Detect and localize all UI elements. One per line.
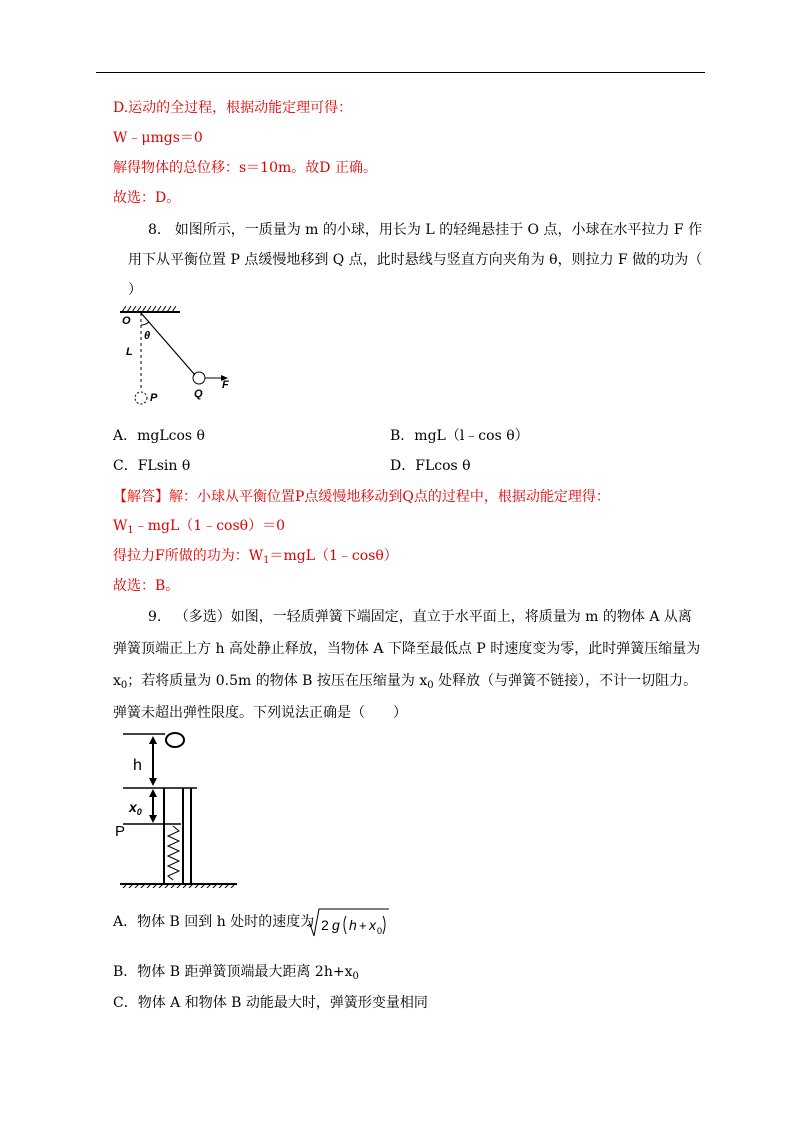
q9-text-line-3: [113, 671, 697, 696]
q8-option-a: A．mgLcos θ: [113, 428, 205, 444]
q9-option-b: [113, 962, 359, 987]
q8-answer-line-3: [113, 546, 398, 571]
paren-right: [383, 916, 385, 934]
q8-number: 8.: [148, 222, 162, 238]
q8-answer-line-1: [113, 487, 610, 507]
spring-figure: [105, 728, 240, 888]
q9-3-sub: 0: [120, 680, 128, 691]
h-arrow-up: [149, 736, 157, 744]
angle-arc: [141, 322, 149, 325]
q9-number: 9.: [148, 609, 162, 625]
q9-option-b-text: B．物体 B 距弹簧顶端最大距离 2h+x: [113, 964, 353, 980]
q8-answer-3-sub: 1: [263, 555, 270, 566]
paren-left: [344, 916, 346, 934]
q9-option-b-sub: 0: [352, 971, 359, 982]
q8-answer-2-sub: 1: [127, 525, 134, 536]
prev-answer-line-4: 故选：D。: [113, 190, 181, 206]
header-rule: [96, 72, 705, 73]
q8-answer-line-2: [113, 516, 285, 541]
h-arrow-down: [149, 778, 157, 786]
object-a: [166, 733, 184, 747]
spring-coil: [168, 826, 179, 880]
prev-answer-line-1: D.运动的全过程，根据动能定理可得：: [113, 100, 353, 116]
prev-answer-line-2: W﹣μmgs＝0: [113, 130, 203, 146]
label-L: L: [126, 346, 133, 358]
q8-option-c: C．FLsin θ: [113, 458, 191, 474]
formula-h: h: [349, 917, 357, 933]
label-P: P: [115, 823, 126, 840]
q8-text-line-2: 用下从平衡位置 P 点缓慢地移到 Q 点，此时悬线与竖直方向夹角为 θ，则拉力 F 做的功为（: [128, 252, 703, 268]
formula-sub: 0: [377, 926, 383, 936]
label-P: P: [150, 392, 158, 404]
label-x0-sub: 0: [136, 807, 142, 817]
q9-option-a-formula: [305, 906, 391, 940]
q8-text-line-3: ）: [128, 282, 142, 298]
formula-x: x: [369, 917, 376, 933]
q9-3b: ；若将质量为 0.5m 的物体 B 按压在压缩量为 x: [127, 673, 428, 689]
pendulum-figure: [110, 305, 250, 410]
q8-answer-line-4: 故选：B。: [113, 578, 180, 594]
q8-question: [148, 220, 702, 240]
q9-question: [148, 607, 692, 627]
x0-arrow-down: [149, 815, 157, 823]
x0-arrow-up: [149, 789, 157, 797]
ball-at-q: [193, 372, 205, 384]
q9-option-c: C．物体 A 和物体 B 动能最大时，弹簧形变量相同: [113, 995, 428, 1011]
q9-text-line-2: 弹簧顶端正上方 h 高处静止释放，当物体 A 下降至最低点 P 时速度变为零，此时弹簧压缩量为: [113, 641, 701, 657]
q8-text-line-1: 如图所示，一质量为 m 的小球，用长为 L 的轻绳悬挂于 O 点，小球在水平拉力 F 作: [174, 222, 703, 238]
q8-answer-3a: 得拉力F所做的功为：W: [113, 548, 264, 564]
formula-g: g: [332, 917, 340, 933]
q8-answer-2a: W: [113, 518, 128, 534]
formula-coef: 2: [321, 917, 329, 933]
prev-answer-line-3: 解得物体的总位移：s＝10m。故D 正确。: [113, 160, 377, 176]
q9-3a: x: [113, 673, 121, 689]
q9-option-a-text: A．物体 B 回到 h 处时的速度为: [113, 914, 315, 930]
label-x0-x: x: [129, 799, 137, 815]
label-Q: Q: [194, 388, 203, 400]
q8-answer-text-1: 解：小球从平衡位置P点缓慢地移动到Q点的过程中，根据动能定理得：: [169, 489, 610, 505]
label-x0: [128, 799, 142, 817]
q9-text-line-4: 弹簧未超出弹性限度。下列说法正确是（ ）: [113, 705, 407, 721]
q9-3c: 处释放（与弹簧不链接），不计一切阻力。: [433, 673, 698, 689]
answer-tag: 【解答】: [113, 489, 169, 505]
q8-option-d: D．FLcos θ: [390, 458, 471, 474]
q8-answer-2b: ﹣mgL（1﹣cosθ）＝0: [133, 518, 285, 534]
label-O: O: [122, 315, 131, 327]
label-theta: θ: [144, 330, 151, 342]
q8-option-b: B．mgL（l﹣cos θ）: [390, 428, 529, 444]
ball-at-p: [135, 392, 147, 404]
label-h: h: [133, 757, 142, 774]
q9-3-sub2: 0: [427, 680, 434, 691]
formula-plus: +: [359, 918, 367, 933]
q9-text-line-1: （多选）如图，一轻质弹簧下端固定，直立于水平面上，将质量为 m 的物体 A 从离: [174, 609, 692, 625]
q8-answer-3b: ＝mgL（1﹣cosθ）: [269, 548, 398, 564]
label-F: F: [222, 379, 229, 391]
